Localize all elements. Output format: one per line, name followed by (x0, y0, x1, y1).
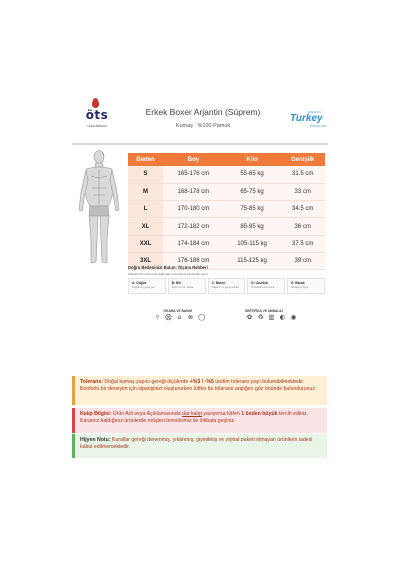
guide-title: Doğru Bedeninizi Bulun: Ölçüm Rehberi (128, 265, 208, 270)
column-header: Beden (128, 153, 163, 166)
guide-item (208, 278, 246, 294)
tolerance-label: Tolerans: (80, 379, 103, 385)
guide-boxes (128, 278, 325, 294)
height-cell: 172-182 cm (163, 218, 224, 235)
cotton-icon: ✿ (246, 313, 253, 321)
fit-bold: 1 beden büyük (241, 411, 278, 417)
table-row (128, 218, 325, 235)
weight-cell: 85-95 kg (224, 218, 281, 235)
column-header: Kilo (224, 153, 281, 166)
no-tumble-icon: ◯ (198, 313, 206, 321)
size-cell: M (128, 183, 163, 200)
certificate-title: SERTİFİKA VE AMBALAJ (245, 309, 284, 313)
size-cell: XXL (128, 235, 163, 252)
green-dot-icon: ◐ (279, 313, 286, 321)
size-cell: S (128, 166, 163, 183)
flame-icon (92, 98, 99, 108)
width-cell: 33 cm (280, 183, 325, 200)
guide-item (247, 278, 285, 294)
size-cell: XL (128, 218, 163, 235)
hygiene-note (72, 434, 327, 458)
guide-subtitle: Ölçülerinizi mezura ile doğrudan vücudunuz üzerinden alınız. (128, 272, 210, 276)
badge-made: MADE IN (308, 110, 321, 114)
width-cell: 37.5 cm (280, 235, 325, 252)
guide-item (128, 278, 166, 294)
tolerance-bold: +%3 / -%5 (189, 379, 214, 385)
guide-item-desc: Omuzdan etek ucuna (251, 286, 275, 289)
guide-item-desc: Göğsün en geniş yeri (132, 286, 155, 289)
tolerance-text-2: üretim tolerans payı bulunabilmektedir. Konforlu bir deneyim için siparişinizi oluştururken lütfen bu tolerans aralığını göz önünde bulundurunuz. (80, 379, 317, 393)
guide-item-desc: Kalçanın en geniş noktası (211, 286, 239, 289)
height-cell: 176-186 cm (163, 252, 224, 269)
brand-name: öts (85, 108, 109, 122)
hygiene-text: Kurallar gereği denenmiş, yıkanmış, giyinilmiş ve orjinal paketi olmayan ürünlerin iadesi kabul edilmemektedir. (80, 437, 313, 451)
size-cell: 3XL (128, 252, 163, 269)
width-cell: 34.5 cm (280, 201, 325, 218)
fit-text: Ürün Adı veya Açıklamasında (111, 411, 183, 417)
guide-item-label: C: Basen (211, 281, 226, 285)
guide-item-label: D: Uzunluk (251, 281, 269, 285)
bin-icon: ▥ (268, 313, 275, 321)
badge-name: Turkey (290, 113, 323, 124)
column-header: Boy (163, 153, 224, 166)
guide-item-label: B: Bel (171, 281, 182, 285)
table-row (128, 183, 325, 200)
size-table (128, 153, 325, 270)
weight-cell: 115-125 kg (224, 252, 281, 269)
column-header: Genişlik (280, 153, 325, 166)
weight-cell: 65-75 kg (224, 183, 281, 200)
weight-cell: 55-65 kg (224, 166, 281, 183)
pap-icon: ◉ (290, 313, 297, 321)
no-bleach-icon: ⨂ (165, 313, 172, 321)
fabric-info: Kumaş : %100 Pamuk (175, 123, 231, 129)
guide-item-label: E: Bacak (291, 281, 305, 285)
wash-care-title: YIKAMA VE BAKIM (163, 309, 192, 313)
size-cell: L (128, 201, 163, 218)
guide-item (168, 278, 206, 294)
body-figure-icon (75, 148, 123, 268)
width-cell: 39 cm (280, 252, 325, 269)
made-in-turkey-badge (290, 110, 330, 132)
height-cell: 174-184 cm (163, 235, 224, 252)
no-dryclean-icon: ⊗ (187, 313, 194, 321)
header-divider (72, 143, 328, 145)
wash-care-icons (154, 314, 205, 321)
certificate-icons (246, 314, 297, 321)
height-cell: 165-176 cm (163, 166, 224, 183)
product-title: Erkek Boxer Arjantin (Süprem) (145, 107, 261, 117)
tolerance-text: Doğal kumaş yapısı gereği ölçülerde (102, 379, 190, 385)
height-cell: 168-178 cm (163, 183, 224, 200)
guide-item (287, 278, 325, 294)
weight-cell: 75-85 kg (224, 201, 281, 218)
width-cell: 36 cm (280, 218, 325, 235)
weight-cell: 105-115 kg (224, 235, 281, 252)
table-row (128, 166, 325, 183)
height-cell: 170-180 cm (163, 201, 224, 218)
recycle-icon: ♻ (257, 313, 264, 321)
table-row (128, 201, 325, 218)
wash-icon: ▿ (155, 313, 160, 321)
guide-item-desc: Bacağın iç boyu (291, 286, 309, 289)
size-table-header (128, 153, 325, 166)
tolerance-note (72, 376, 327, 405)
fit-underline: dar kalıp (182, 411, 202, 417)
fit-text-3: tercih ediniz. Kararsız kaldığınız ürünlerde müşteri temsilcimiz ile iritibata geçiniz. (80, 411, 309, 425)
hygiene-label: Hijyen Notu: (80, 437, 111, 443)
iron-icon: ⌂ (177, 313, 182, 321)
fit-label: Kalıp Bilgisi: (80, 411, 112, 417)
guide-item-label: A: Göğüs (132, 281, 147, 285)
guide-item-desc: Belin en ince noktası (171, 286, 194, 289)
brand-logo (78, 98, 116, 132)
brand-subtitle: UNDERWEAR (87, 124, 107, 128)
width-cell: 31.5 cm (280, 166, 325, 183)
table-row (128, 235, 325, 252)
fit-text-2: yazıyorsa lütfen (201, 411, 242, 417)
badge-tag: TURKEY REKL (310, 125, 328, 128)
fit-note (72, 408, 327, 433)
